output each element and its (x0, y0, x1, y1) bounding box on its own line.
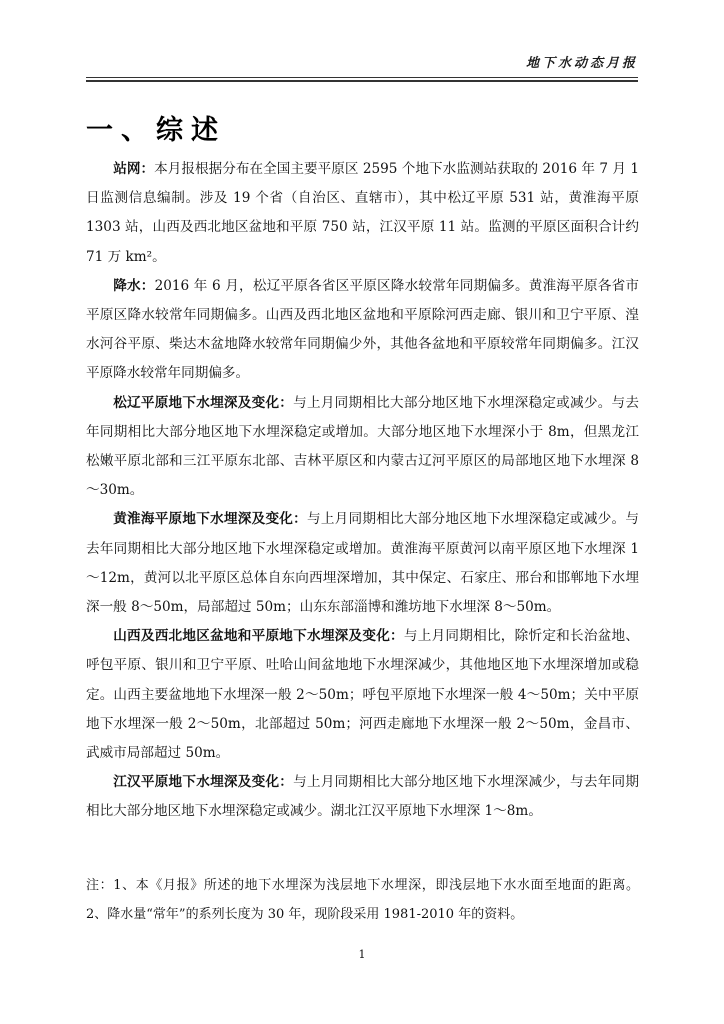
paragraph-text: 与上月同期相比大部分地区地下水埋深稳定或减少。与去年同期相比大部分地区地下水埋深稳定或增加。黄淮海平原黄河以南平原区地下水埋深 1～12m，黄河以北平原区总体自东向西埋深增加，其中保定、石家庄、邢台和邯郸地下水埋深一般 8～50m，局部超过 50m；山东东部淄博和潍坊地下水埋深 8～50m。 (86, 511, 639, 616)
paragraph-label: 山西及西北地区盆地和平原地下水埋深及变化： (113, 628, 404, 645)
section-title: 一、综述 (86, 115, 226, 146)
report-header-title: 地下水动态月报 (525, 56, 638, 71)
paragraph-jianghan (86, 768, 639, 826)
paragraph-text: 与上月同期相比大部分地区地下水埋深稳定或减少。与去年同期相比大部分地区地下水埋深稳定或增加。大部分地区地下水埋深小于 8m，但黑龙江松嫩平原北部和三江平原东北部、吉林平原区和内蒙古辽河平原区的局部地区地下水埋深 8～30m。 (86, 394, 639, 499)
footnote: 注：1、本《月报》所述的地下水埋深为浅层地下水埋深，即浅层地下水水面至地面的距离。 2、降水量“常年”的系列长度为 30 年，现阶段采用 1981-2010 年的资料。 (86, 878, 639, 922)
paragraph-label: 江汉平原地下水埋深及变化： (113, 774, 294, 791)
paragraph-label: 松辽平原地下水埋深及变化： (113, 394, 294, 411)
page-number: 1 (358, 948, 366, 961)
paragraph-huanghuaihai (86, 505, 639, 622)
paragraph-label: 站网： (113, 161, 155, 177)
header-divider-thick (86, 80, 638, 82)
body-text (86, 155, 639, 827)
paragraph-precipitation (86, 272, 639, 389)
paragraph-text: 2016 年 6 月，松辽平原各省区平原区降水较常年同期偏多。黄淮海平原各省市平原区降水较常年同期偏多。山西及西北地区盆地和平原除河西走廊、银川和卫宁平原、湟水河谷平原、柴达木盆地降水较常年同期偏少外，其他各盆地和平原较常年同期偏多。江汉平原降水较常年同期偏多。 (86, 277, 639, 382)
header-divider-thin (86, 77, 638, 78)
paragraph-shanxi-northwest (86, 622, 639, 768)
paragraph-label: 黄淮海平原地下水埋深及变化： (113, 511, 307, 528)
paragraph-songliao (86, 389, 639, 506)
paragraph-text: 与上月同期相比，除忻定和长治盆地、呼包平原、银川和卫宁平原、吐哈山间盆地地下水埋深减少，其他地区地下水埋深增加或稳定。山西主要盆地地下水埋深一般 2～50m；呼包平原地下水埋深一般 4～50m；关中平原地下水埋深一般 2～50m，北部超过 50m；河西走廊地下水埋深一般 2～50m，金昌市、武威市局部超过 50m。 (86, 628, 639, 762)
paragraph-text: 与上月同期相比大部分地区地下水埋深减少，与去年同期相比大部分地区地下水埋深稳定或减少。湖北江汉平原地下水埋深 1～8m。 (86, 774, 639, 820)
paragraph-station-network (86, 155, 639, 272)
paragraph-label: 降水： (113, 277, 155, 294)
paragraph-text: 本月报根据分布在全国主要平原区 2595 个地下水监测站获取的 2016 年 7 月 1 日监测信息编制。涉及 19 个省（自治区、直辖市），其中松辽平原 531 站，黄淮海平原 1303 站，山西及西北地区盆地和平原 750 站，江汉平原 11 站。监测的平原区面积合计约 71 万 km²。 (86, 161, 640, 265)
